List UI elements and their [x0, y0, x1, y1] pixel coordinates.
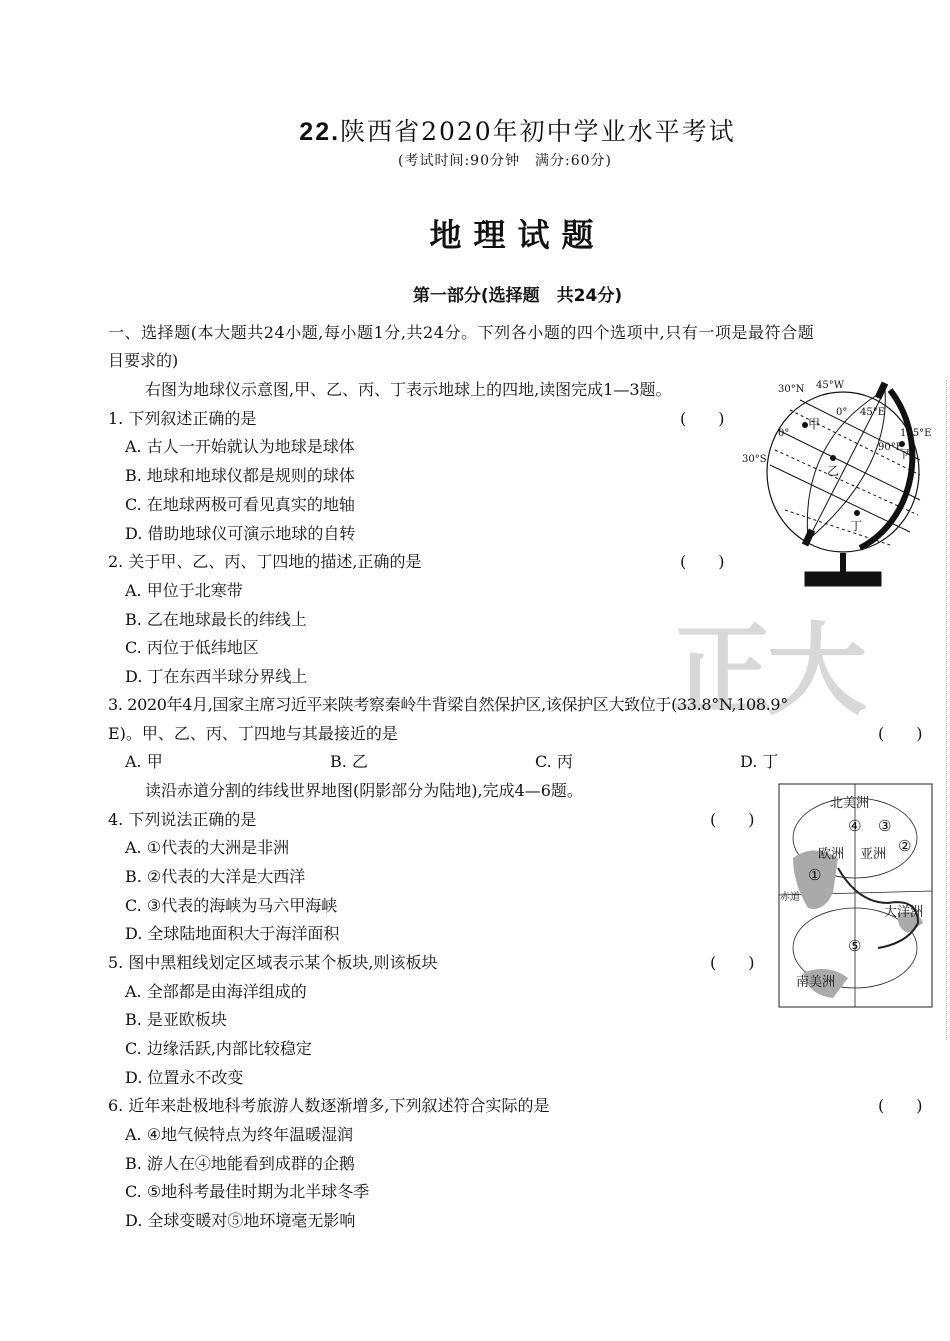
label-135e: 135°E — [900, 428, 932, 439]
option: C. 丙 — [535, 752, 573, 771]
label-yi: 乙 — [827, 464, 840, 478]
option: B. 乙 — [330, 752, 368, 771]
question-2: 2. 关于甲、乙、丙、丁四地的描述,正确的是 — [108, 552, 422, 571]
question-3-cont: E)。甲、乙、丙、丁四地与其最接近的是 — [108, 724, 398, 743]
label-45w: 45°W — [816, 380, 845, 391]
option: A. 甲 — [125, 752, 163, 771]
option: C. 在地球两极可看见真实的地轴 — [125, 495, 355, 514]
section-instruction: 一、选择题(本大题共24小题,每小题1分,共24分。下列各小题的四个选项中,只有一项是最符合题 — [108, 323, 815, 342]
answer-blank-6[interactable]: ( ) — [878, 1096, 923, 1115]
watermark: 正大 — [672, 612, 862, 729]
label-south-america: 南美洲 — [796, 975, 836, 990]
label-oceania: 大洋洲 — [884, 905, 924, 920]
label-2: ② — [898, 837, 912, 855]
question-1: 1. 下列叙述正确的是 — [108, 409, 257, 428]
globe-base — [805, 572, 881, 586]
option: A. ④地气候特点为终年温暖湿润 — [125, 1125, 354, 1144]
globe-figure — [740, 370, 950, 600]
point-ding — [855, 511, 860, 516]
intro-globe: 右图为地球仪示意图,甲、乙、丙、丁表示地球上的四地,读图完成1—3题。 — [145, 380, 672, 399]
option: A. ①代表的大洲是非洲 — [125, 838, 290, 857]
question-4: 4. 下列说法正确的是 — [108, 810, 257, 829]
question-3: 3. 2020年4月,国家主席习近平来陕考察秦岭牛背梁自然保护区,该保护区大致位于(33.8°N,108.9° — [108, 695, 788, 714]
label-30s: 30°S — [742, 454, 767, 465]
label-0-lon: 0° — [836, 407, 848, 418]
option: C. 丙位于低纬地区 — [125, 638, 259, 657]
answer-blank-4[interactable]: ( ) — [710, 810, 755, 829]
answer-blank-5[interactable]: ( ) — [710, 953, 755, 972]
option: D. 丁在东西半球分界线上 — [125, 667, 308, 686]
point-jia — [803, 423, 808, 428]
label-equator: 赤道 — [780, 892, 800, 903]
label-4: ④ — [848, 817, 862, 835]
option: D. 位置永不改变 — [125, 1068, 244, 1087]
exam-number: 22. — [299, 118, 341, 146]
option: D. 全球变暖对⑤地环境毫无影响 — [125, 1211, 356, 1230]
answer-blank-3[interactable]: ( ) — [878, 724, 923, 743]
label-europe: 欧洲 — [818, 847, 845, 862]
option: B. 游人在④地能看到成群的企鹅 — [125, 1154, 355, 1173]
label-90e: 90°E — [878, 442, 904, 453]
option: B. ②代表的大洋是大西洋 — [125, 867, 306, 886]
answer-blank-2[interactable]: ( ) — [680, 552, 725, 571]
question-6: 6. 近年来赴极地科考旅游人数逐渐增多,下列叙述符合实际的是 — [108, 1096, 550, 1115]
option: D. 丁 — [740, 752, 779, 771]
label-jia: 甲 — [808, 417, 821, 431]
intro-map: 读沿赤道分割的纬线世界地图(阴影部分为陆地),完成4—6题。 — [145, 781, 583, 800]
world-map-figure — [778, 783, 933, 1008]
label-north-america: 北美洲 — [830, 796, 870, 811]
option: A. 古人一开始就认为地球是球体 — [125, 437, 355, 456]
exam-title — [0, 112, 950, 148]
part-heading: 第一部分(选择题 共24分) — [412, 286, 623, 306]
option: A. 全部都是由海洋组成的 — [125, 982, 307, 1001]
label-3: ③ — [878, 817, 892, 835]
answer-blank-1[interactable]: ( ) — [680, 409, 725, 428]
option: C. 边缘活跃,内部比较稳定 — [125, 1039, 312, 1058]
label-1: ① — [808, 866, 822, 884]
point-yi — [831, 456, 836, 461]
exam-subtitle: (考试时间:90分钟 满分:60分) — [398, 153, 612, 169]
label-bing: 丙 — [902, 447, 915, 461]
label-5: ⑤ — [848, 937, 862, 955]
option: C. ③代表的海峡为马六甲海峡 — [125, 896, 338, 915]
option: B. 地球和地球仪都是规则的球体 — [125, 466, 355, 485]
question-5: 5. 图中黑粗线划定区域表示某个板块,则该板块 — [108, 953, 438, 972]
option: B. 是亚欧板块 — [125, 1010, 227, 1029]
option: D. 全球陆地面积大于海洋面积 — [125, 924, 340, 943]
label-45e: 45°E — [860, 407, 886, 418]
option: A. 甲位于北寒带 — [125, 581, 243, 600]
option: C. ⑤地科考最佳时期为北半球冬季 — [125, 1182, 370, 1201]
exam-title-text: 陕西省2020年初中学业水平考试 — [340, 117, 736, 146]
label-asia: 亚洲 — [860, 847, 887, 862]
section-instruction-cont: 目要求的) — [108, 351, 179, 370]
subject-title: 地理试题 — [429, 216, 606, 254]
option: B. 乙在地球最长的纬线上 — [125, 610, 307, 629]
label-ding: 丁 — [850, 519, 863, 533]
label-equator: 0° — [778, 428, 790, 439]
option: D. 借助地球仪可演示地球的自转 — [125, 524, 356, 543]
label-30n: 30°N — [778, 384, 805, 395]
